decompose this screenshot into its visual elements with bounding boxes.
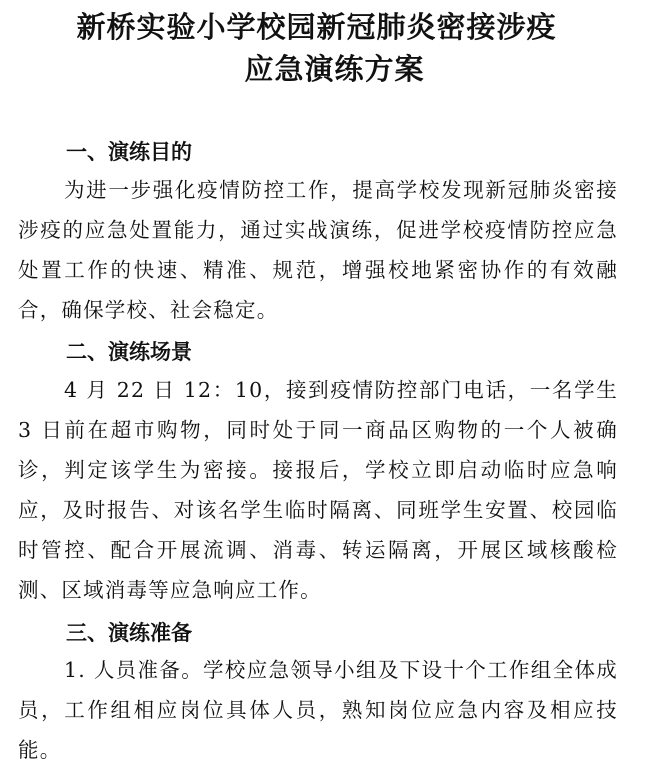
document-title-line-2: 应急演练方案 [244,52,425,86]
section-heading-scenario: 二、演练场景 [66,340,192,364]
section-heading-purpose: 一、演练目的 [66,140,192,164]
document-title-line-1: 新桥实验小学校园新冠肺炎密接涉疫 [76,10,557,44]
section-paragraph-purpose: 为进一步强化疫情防控工作，提高学校发现新冠肺炎密接涉疫的应急处置能力，通过实战演练，促进学校疫情防控应急处置工作的快速、精准、规范，增强校地紧密协作的有效融合，确保学校、社会稳定。 [18,178,618,322]
section-heading-preparation: 三、演练准备 [66,621,192,645]
section-paragraph-preparation: 1. 人员准备。学校应急领导小组及下设十个工作组全体成员，工作组相应岗位具体人员，熟知岗位应急内容及相应技能。 [18,658,618,762]
section-paragraph-scenario: 4 月 22 日 12：10，接到疫情防控部门电话，一名学生 3 日前在超市购物，同时处于同一商品区购物的一个人被确诊，判定该学生为密接。接报后，学校立即启动临时应急响应，及时报告、对该名学生临时隔离、同班学生安置、校园临时管控、配合开展流调、消毒、转运隔离，开展区域核酸检测、区域消毒等应急响应工作。 [18,378,618,602]
